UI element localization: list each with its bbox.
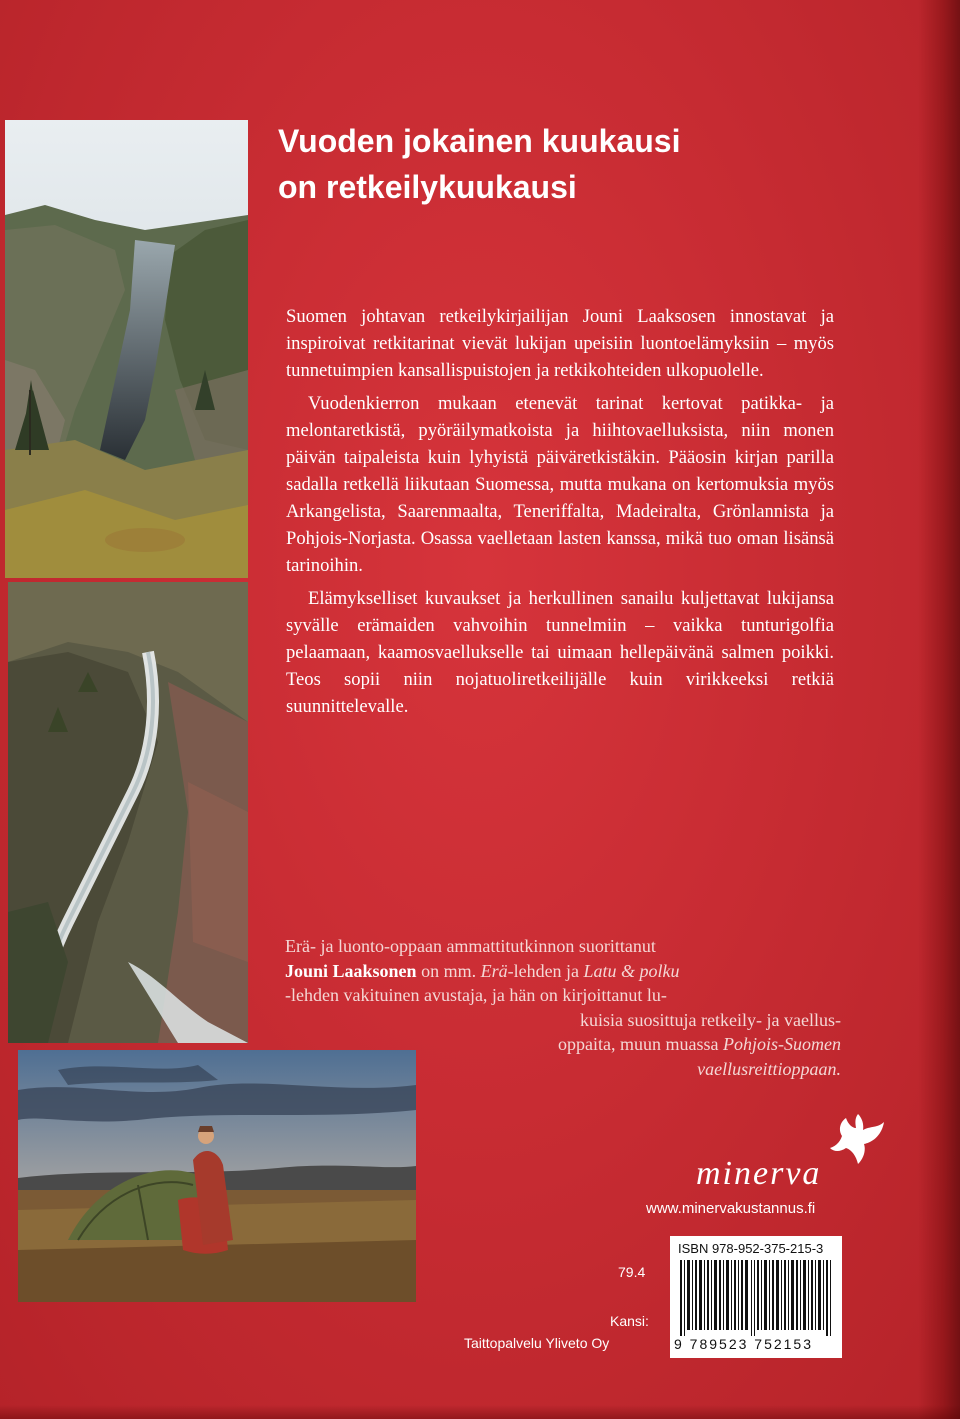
bio-line-1: Erä- ja luonto-oppaan ammattitutkinnon suorittanut: [285, 936, 656, 956]
publisher-logo: minerva: [696, 1155, 822, 1192]
headline-line-1: Vuoden jokainen kuukausi: [278, 123, 681, 159]
headline: [278, 118, 838, 210]
bio-line-4: kuisia suosittuja retkeily- ja vaellus-: [580, 1009, 841, 1030]
bio-line-6: [285, 1057, 841, 1082]
magazine-name: Erä: [480, 960, 508, 981]
photo-tent-camp: [18, 1050, 416, 1302]
bio-line-3: -lehden vakituinen avustaja, ja hän on kirjoittanut lu-: [285, 985, 667, 1005]
guide-title: Pohjois-Suomen: [723, 1034, 841, 1054]
publisher-url: www.minervakustannus.fi: [646, 1200, 816, 1217]
author-name: Jouni Laaksonen: [285, 960, 417, 981]
blurb-paragraph-1: Suomen johtavan retkeilykirjailijan Jouni Laaksosen innostavat ja inspiroivat retkitarinat vievät lukijan upeisiin luontoelämyksiin – myös tunnetuimpien kansallispuistojen ja retkikohteiden ulkopuolelle.: [286, 306, 834, 381]
cover-credit-name: Taittopalvelu Yliveto Oy: [464, 1335, 610, 1351]
classification-code: 79.4: [618, 1264, 646, 1280]
bio-line-5: [285, 1032, 841, 1057]
barcode-digits: 9 789523 752153: [674, 1336, 813, 1352]
photo-waterfall-gorge: [8, 582, 248, 1043]
author-bio: [285, 934, 841, 1081]
bird-icon: [828, 1108, 888, 1168]
photo-river-canyon: [5, 120, 248, 578]
bio-text: oppaita, muun muassa: [558, 1034, 724, 1054]
cover-credit-label: Kansi:: [610, 1313, 649, 1329]
bio-text: -lehden ja: [507, 960, 584, 981]
blurb-paragraph-2: Vuodenkierron mukaan etenevät tarinat kertovat patikka- ja melontaretkistä, pyöräilymatkoista ja hiihtovaelluksista, niin monen päivän taipaleista kuin lyhyistä päiväretkistäkin. Pääosin kirjan parilla sadalla retkellä liikutaan Suomessa, mutta mukana on kertomuksia myös Arkangelista, Saarenmaalta, Teneriffalta, Madeiralta, Grönlannista ja Pohjois-Norjasta. Osassa vaelletaan lasten kanssa, mikä tuo oman lisänsä tarinoihin.: [286, 393, 834, 576]
cover-bottom-shadow: [0, 1405, 960, 1419]
cover-edge-shadow: [918, 0, 960, 1419]
barcode-icon: [678, 1260, 834, 1336]
blurb-paragraph-3: Elämykselliset kuvaukset ja herkullinen sanailu kuljettavat lukijansa syvälle erämaiden vahvoihin tunnelmiin – vaikka tunturigolfia pelaamaan, kaamosvaellukselle tai uimaan hellepäivänä salmen poikki. Teos sopii niin nojatuoliretkeilijälle kuin virikkeeksi retkiä suunnittelevalle.: [286, 588, 834, 717]
guide-title: vaellusreittioppaan.: [697, 1058, 841, 1079]
blurb-text: [286, 303, 834, 720]
magazine-name: Latu & polku: [583, 960, 680, 981]
bio-text: on mm.: [416, 960, 481, 981]
barcode-label: [670, 1236, 842, 1358]
isbn-text: ISBN 978-952-375-215-3: [678, 1241, 824, 1256]
headline-line-2: on retkeilykuukausi: [278, 169, 577, 205]
bio-line-2: [285, 959, 841, 984]
